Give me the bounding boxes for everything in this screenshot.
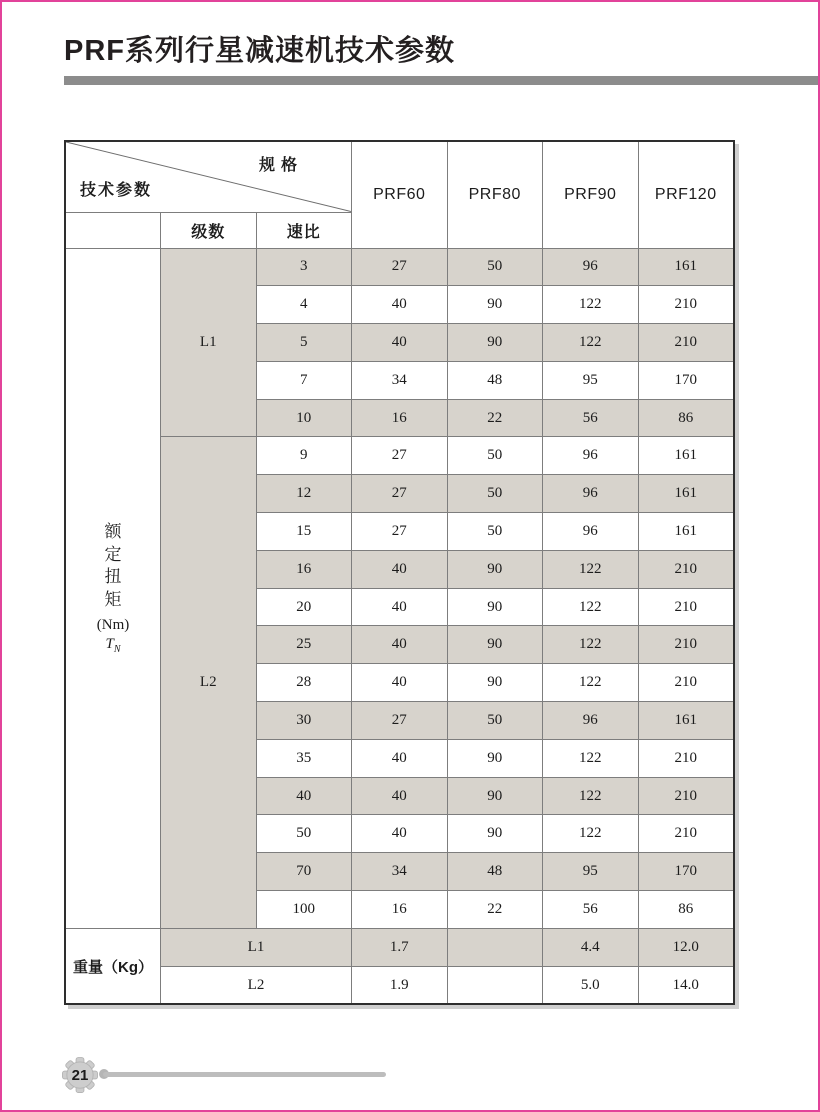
torque-label-cell (65, 248, 161, 928)
torque-label-cn: 额定扭矩 (104, 522, 122, 609)
table-row (65, 437, 734, 475)
value-cell-prf80: 50 (447, 437, 543, 475)
weight-value-cell-prf90: 4.4 (543, 928, 639, 966)
value-cell-prf60: 27 (352, 475, 448, 513)
value-cell-prf90: 122 (543, 324, 639, 362)
value-cell-prf120: 210 (638, 626, 734, 664)
value-cell-prf120: 161 (638, 475, 734, 513)
value-cell-prf120: 86 (638, 891, 734, 929)
value-cell-prf120: 161 (638, 702, 734, 740)
ratio-cell: 7 (256, 361, 352, 399)
ratio-cell: 16 (256, 550, 352, 588)
ratio-cell: 100 (256, 891, 352, 929)
value-cell-prf90: 96 (543, 437, 639, 475)
spec-table (64, 140, 735, 1005)
value-cell-prf90: 95 (543, 853, 639, 891)
ratio-cell: 5 (256, 324, 352, 362)
value-cell-prf120: 210 (638, 739, 734, 777)
torque-unit: (Nm) (96, 617, 130, 634)
value-cell-prf80: 90 (447, 550, 543, 588)
diagonal-header-cell (65, 141, 352, 212)
value-cell-prf60: 40 (352, 588, 448, 626)
value-cell-prf90: 96 (543, 702, 639, 740)
value-cell-prf120: 161 (638, 437, 734, 475)
value-cell-prf90: 122 (543, 626, 639, 664)
ratio-cell: 35 (256, 739, 352, 777)
value-cell-prf60: 40 (352, 286, 448, 324)
ratio-cell: 9 (256, 437, 352, 475)
stage-cell-l1: L1 (161, 248, 257, 437)
value-cell-prf80: 90 (447, 324, 543, 362)
weight-label-cell: 重量（Kg） (65, 928, 161, 1004)
value-cell-prf90: 122 (543, 815, 639, 853)
ratio-cell: 28 (256, 664, 352, 702)
value-cell-prf60: 16 (352, 891, 448, 929)
weight-value-cell-prf120: 12.0 (638, 928, 734, 966)
value-cell-prf80: 50 (447, 702, 543, 740)
value-cell-prf120: 86 (638, 399, 734, 437)
value-cell-prf80: 90 (447, 739, 543, 777)
value-cell-prf60: 27 (352, 513, 448, 551)
page-number-gear-badge (59, 1054, 101, 1096)
value-cell-prf60: 34 (352, 853, 448, 891)
value-cell-prf120: 210 (638, 815, 734, 853)
value-cell-prf90: 122 (543, 286, 639, 324)
value-cell-prf120: 161 (638, 513, 734, 551)
tech-param-corner-label: 技术参数 (80, 181, 153, 199)
ratio-cell: 3 (256, 248, 352, 286)
value-cell-prf120: 210 (638, 777, 734, 815)
weight-stage-cell-l1: L1 (161, 928, 352, 966)
torque-symbol: $T_N$ (105, 636, 121, 656)
ratio-cell: 12 (256, 475, 352, 513)
ratio-cell: 4 (256, 286, 352, 324)
ratio-cell: 40 (256, 777, 352, 815)
title-underline-bar (64, 76, 818, 85)
model-header-prf120: PRF120 (638, 141, 734, 248)
value-cell-prf80: 90 (447, 626, 543, 664)
weight-row (65, 966, 734, 1004)
value-cell-prf60: 40 (352, 739, 448, 777)
table-body (65, 248, 734, 1004)
ratio-cell: 50 (256, 815, 352, 853)
value-cell-prf80: 48 (447, 361, 543, 399)
value-cell-prf80: 90 (447, 588, 543, 626)
value-cell-prf120: 210 (638, 588, 734, 626)
value-cell-prf90: 56 (543, 891, 639, 929)
value-cell-prf60: 27 (352, 248, 448, 286)
value-cell-prf90: 122 (543, 777, 639, 815)
value-cell-prf90: 95 (543, 361, 639, 399)
spec-corner-label: 规格 (258, 157, 303, 174)
ratio-cell: 25 (256, 626, 352, 664)
weight-value-cell-prf80 (447, 966, 543, 1004)
value-cell-prf80: 90 (447, 777, 543, 815)
page-title: PRF系列行星减速机技术参数 (64, 35, 456, 67)
value-cell-prf60: 27 (352, 437, 448, 475)
value-cell-prf90: 96 (543, 248, 639, 286)
weight-value-cell-prf80 (447, 928, 543, 966)
value-cell-prf60: 40 (352, 550, 448, 588)
value-cell-prf60: 40 (352, 815, 448, 853)
value-cell-prf120: 170 (638, 361, 734, 399)
empty-header-cell (65, 212, 161, 248)
value-cell-prf120: 210 (638, 664, 734, 702)
value-cell-prf60: 34 (352, 361, 448, 399)
value-cell-prf90: 96 (543, 475, 639, 513)
value-cell-prf60: 40 (352, 664, 448, 702)
value-cell-prf90: 122 (543, 588, 639, 626)
model-header-prf60: PRF60 (352, 141, 448, 248)
value-cell-prf120: 170 (638, 853, 734, 891)
ratio-cell: 15 (256, 513, 352, 551)
value-cell-prf120: 210 (638, 286, 734, 324)
ratio-cell: 20 (256, 588, 352, 626)
value-cell-prf80: 50 (447, 248, 543, 286)
value-cell-prf60: 27 (352, 702, 448, 740)
value-cell-prf80: 22 (447, 891, 543, 929)
value-cell-prf60: 40 (352, 324, 448, 362)
model-header-prf90: PRF90 (543, 141, 639, 248)
value-cell-prf120: 161 (638, 248, 734, 286)
value-cell-prf80: 90 (447, 286, 543, 324)
table-row (65, 248, 734, 286)
ratio-cell: 30 (256, 702, 352, 740)
value-cell-prf90: 122 (543, 739, 639, 777)
value-cell-prf120: 210 (638, 550, 734, 588)
weight-value-cell-prf60: 1.7 (352, 928, 448, 966)
weight-stage-cell-l2: L2 (161, 966, 352, 1004)
value-cell-prf90: 122 (543, 550, 639, 588)
weight-value-cell-prf90: 5.0 (543, 966, 639, 1004)
weight-value-cell-prf120: 14.0 (638, 966, 734, 1004)
value-cell-prf90: 56 (543, 399, 639, 437)
value-cell-prf80: 90 (447, 815, 543, 853)
weight-value-cell-prf60: 1.9 (352, 966, 448, 1004)
value-cell-prf80: 50 (447, 513, 543, 551)
value-cell-prf80: 50 (447, 475, 543, 513)
value-cell-prf60: 40 (352, 777, 448, 815)
value-cell-prf120: 210 (638, 324, 734, 362)
value-cell-prf60: 16 (352, 399, 448, 437)
model-header-prf80: PRF80 (447, 141, 543, 248)
value-cell-prf80: 48 (447, 853, 543, 891)
footer-rule-line (103, 1072, 386, 1077)
weight-row (65, 928, 734, 966)
value-cell-prf90: 122 (543, 664, 639, 702)
value-cell-prf80: 90 (447, 664, 543, 702)
stage-header: 级数 (161, 212, 257, 248)
ratio-cell: 70 (256, 853, 352, 891)
value-cell-prf90: 96 (543, 513, 639, 551)
stage-cell-l2: L2 (161, 437, 257, 928)
value-cell-prf60: 40 (352, 626, 448, 664)
ratio-cell: 10 (256, 399, 352, 437)
value-cell-prf80: 22 (447, 399, 543, 437)
ratio-header: 速比 (256, 212, 352, 248)
page-number: 21 (71, 1066, 89, 1084)
